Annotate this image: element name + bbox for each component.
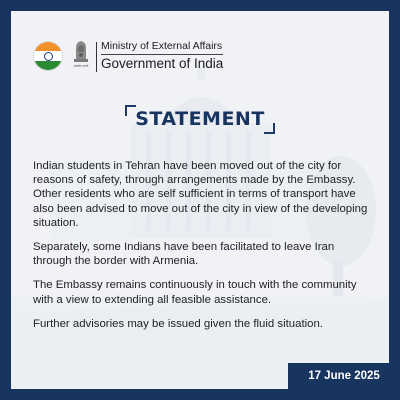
statement-body bbox=[33, 159, 373, 341]
statement-card bbox=[11, 11, 389, 389]
date-badge bbox=[288, 363, 400, 389]
ministry-name-block bbox=[101, 40, 223, 72]
government-name: Government of India bbox=[101, 56, 224, 71]
national-emblem-icon bbox=[69, 38, 93, 74]
header-divider bbox=[96, 42, 97, 72]
statement-date: 17 June 2025 bbox=[308, 370, 380, 382]
paragraph-3: The Embassy remains continuously in touch with the community with a view to extending all feasible assistance. bbox=[33, 279, 357, 306]
paragraph-1: Indian students in Tehran have been moved out of the city for reasons of safety, through arrangements made by the Embassy. Other residents who are self sufficient in terms of transport have also been advised to move out of the city in view of the developing situation. bbox=[33, 160, 368, 229]
statement-heading bbox=[11, 105, 389, 134]
india-flag-icon bbox=[33, 41, 63, 71]
emblem-motto: सत्यमेव जयते bbox=[73, 64, 89, 68]
paragraph-4: Further advisories may be issued given the fluid situation. bbox=[33, 317, 323, 330]
header bbox=[33, 38, 223, 74]
paragraph-2: Separately, some Indians have been facilitated to leave Iran through the border with Armenia. bbox=[33, 241, 335, 268]
statement-title: STATEMENT bbox=[135, 108, 265, 130]
statement-title-frame bbox=[125, 105, 275, 134]
ministry-name: Ministry of External Affairs bbox=[101, 40, 223, 52]
